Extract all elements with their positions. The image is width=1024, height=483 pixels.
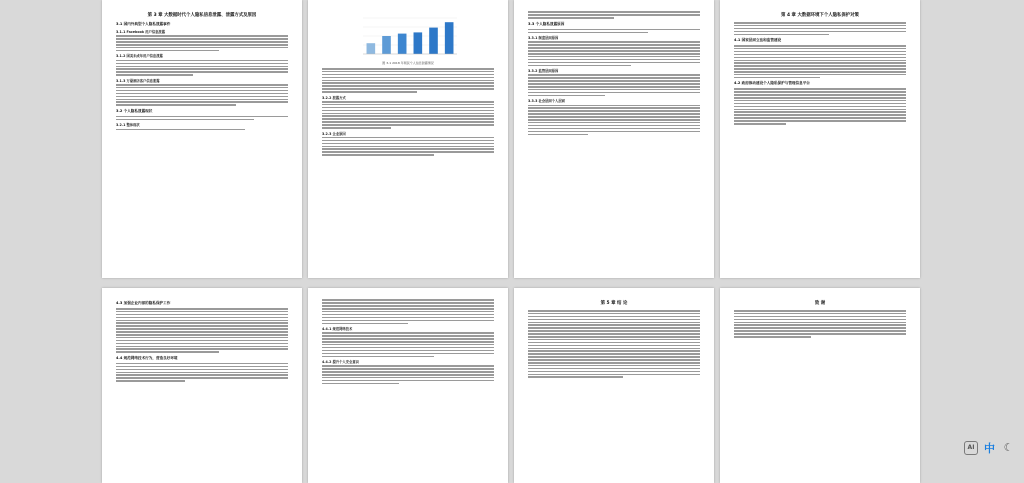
paragraph (116, 35, 288, 51)
moon-icon[interactable]: ☾ (1003, 441, 1014, 454)
subsection-heading: 3.2.1 整体现状 (116, 123, 140, 128)
chapter-title: 第 3 章 大数据时代个人隐私信息泄露、泄露方式及原因 (147, 13, 257, 18)
paragraph (528, 29, 700, 33)
section-heading: 4.3 加强企业内部的隐私保护工作 (116, 301, 171, 305)
section-heading: 4.2 政府推动建设个人隐私保护与管理信息平台 (734, 81, 810, 86)
document-page-6[interactable] (308, 288, 508, 483)
paragraph (734, 22, 906, 35)
section-heading: 4.1 国家层面立法和监管建设 (734, 38, 782, 43)
section-heading: 3.2 个人隐私泄露现状 (116, 108, 153, 113)
paragraph (116, 60, 288, 76)
paragraph (322, 332, 494, 357)
bar-chart (353, 14, 463, 60)
paragraph (322, 68, 494, 93)
paragraph (528, 74, 700, 96)
paragraph (322, 137, 494, 156)
paragraph (528, 41, 700, 66)
paragraph (322, 365, 494, 384)
bar (445, 22, 454, 54)
paragraph (116, 116, 288, 120)
subsection-heading: 3.3.1 制度层面原因 (528, 36, 559, 41)
subsection-heading: 3.2.3 企业原因 (322, 131, 346, 136)
document-page-4[interactable] (720, 0, 920, 278)
subsection-heading: 4.4.1 规范网络技术 (322, 327, 353, 332)
section-heading: 3.3 个人隐私泄露原因 (528, 21, 565, 26)
bar (398, 34, 407, 54)
paragraph (734, 45, 906, 78)
acknowledgement-title: 致 谢 (814, 301, 826, 306)
bar (382, 36, 391, 54)
paragraph (734, 310, 906, 338)
paragraph (116, 129, 288, 131)
figure-caption: 图 3-1 2018 年网民个人信息泄露情况 (382, 61, 434, 65)
bar (429, 28, 438, 54)
subsection-heading: 3.3.2 监管层面原因 (528, 69, 559, 74)
bar (367, 43, 376, 54)
document-page-1[interactable] (102, 0, 302, 278)
document-page-8[interactable] (720, 288, 920, 483)
paragraph (322, 299, 494, 324)
subsection-heading: 3.2.2 泄露方式 (322, 95, 346, 100)
bar-chart-svg (353, 14, 463, 60)
paragraph (116, 84, 288, 106)
document-page-7[interactable] (514, 288, 714, 483)
chapter-title: 第 4 章 大数据环境下个人隐私保护对策 (781, 13, 859, 18)
floating-toolbar (964, 440, 1016, 455)
subsection-heading: 3.1.1 Facebook 用户信息泄露 (116, 30, 166, 34)
paragraph (116, 308, 288, 353)
paragraph (528, 310, 700, 378)
document-page-3[interactable] (514, 0, 714, 278)
paragraph (734, 88, 906, 124)
paragraph (322, 101, 494, 129)
subsection-heading: 3.1.2 国美未成年用户信息泄露 (116, 54, 163, 59)
section-heading: 3.1 国内外典型个人隐私泄露事件 (116, 22, 171, 26)
paragraph (528, 105, 700, 135)
paragraph (528, 11, 700, 18)
subsection-heading: 4.4.2 提升个人安全意识 (322, 360, 359, 365)
zh-lang-icon[interactable]: 中 (984, 441, 995, 455)
chapter-title: 第 5 章 结 论 (600, 301, 628, 306)
document-page-2[interactable] (308, 0, 508, 278)
bar (414, 32, 423, 54)
paragraph (116, 363, 288, 382)
ai-icon[interactable]: AI (964, 441, 978, 455)
subsection-heading: 3.1.3 万豪酒店客户信息泄露 (116, 78, 160, 83)
document-page-5[interactable] (102, 288, 302, 483)
section-heading: 4.4 规范网络技术行为，营造良好环境 (116, 355, 178, 360)
subsection-heading: 3.3.3 社会层面个人层面 (528, 99, 565, 104)
